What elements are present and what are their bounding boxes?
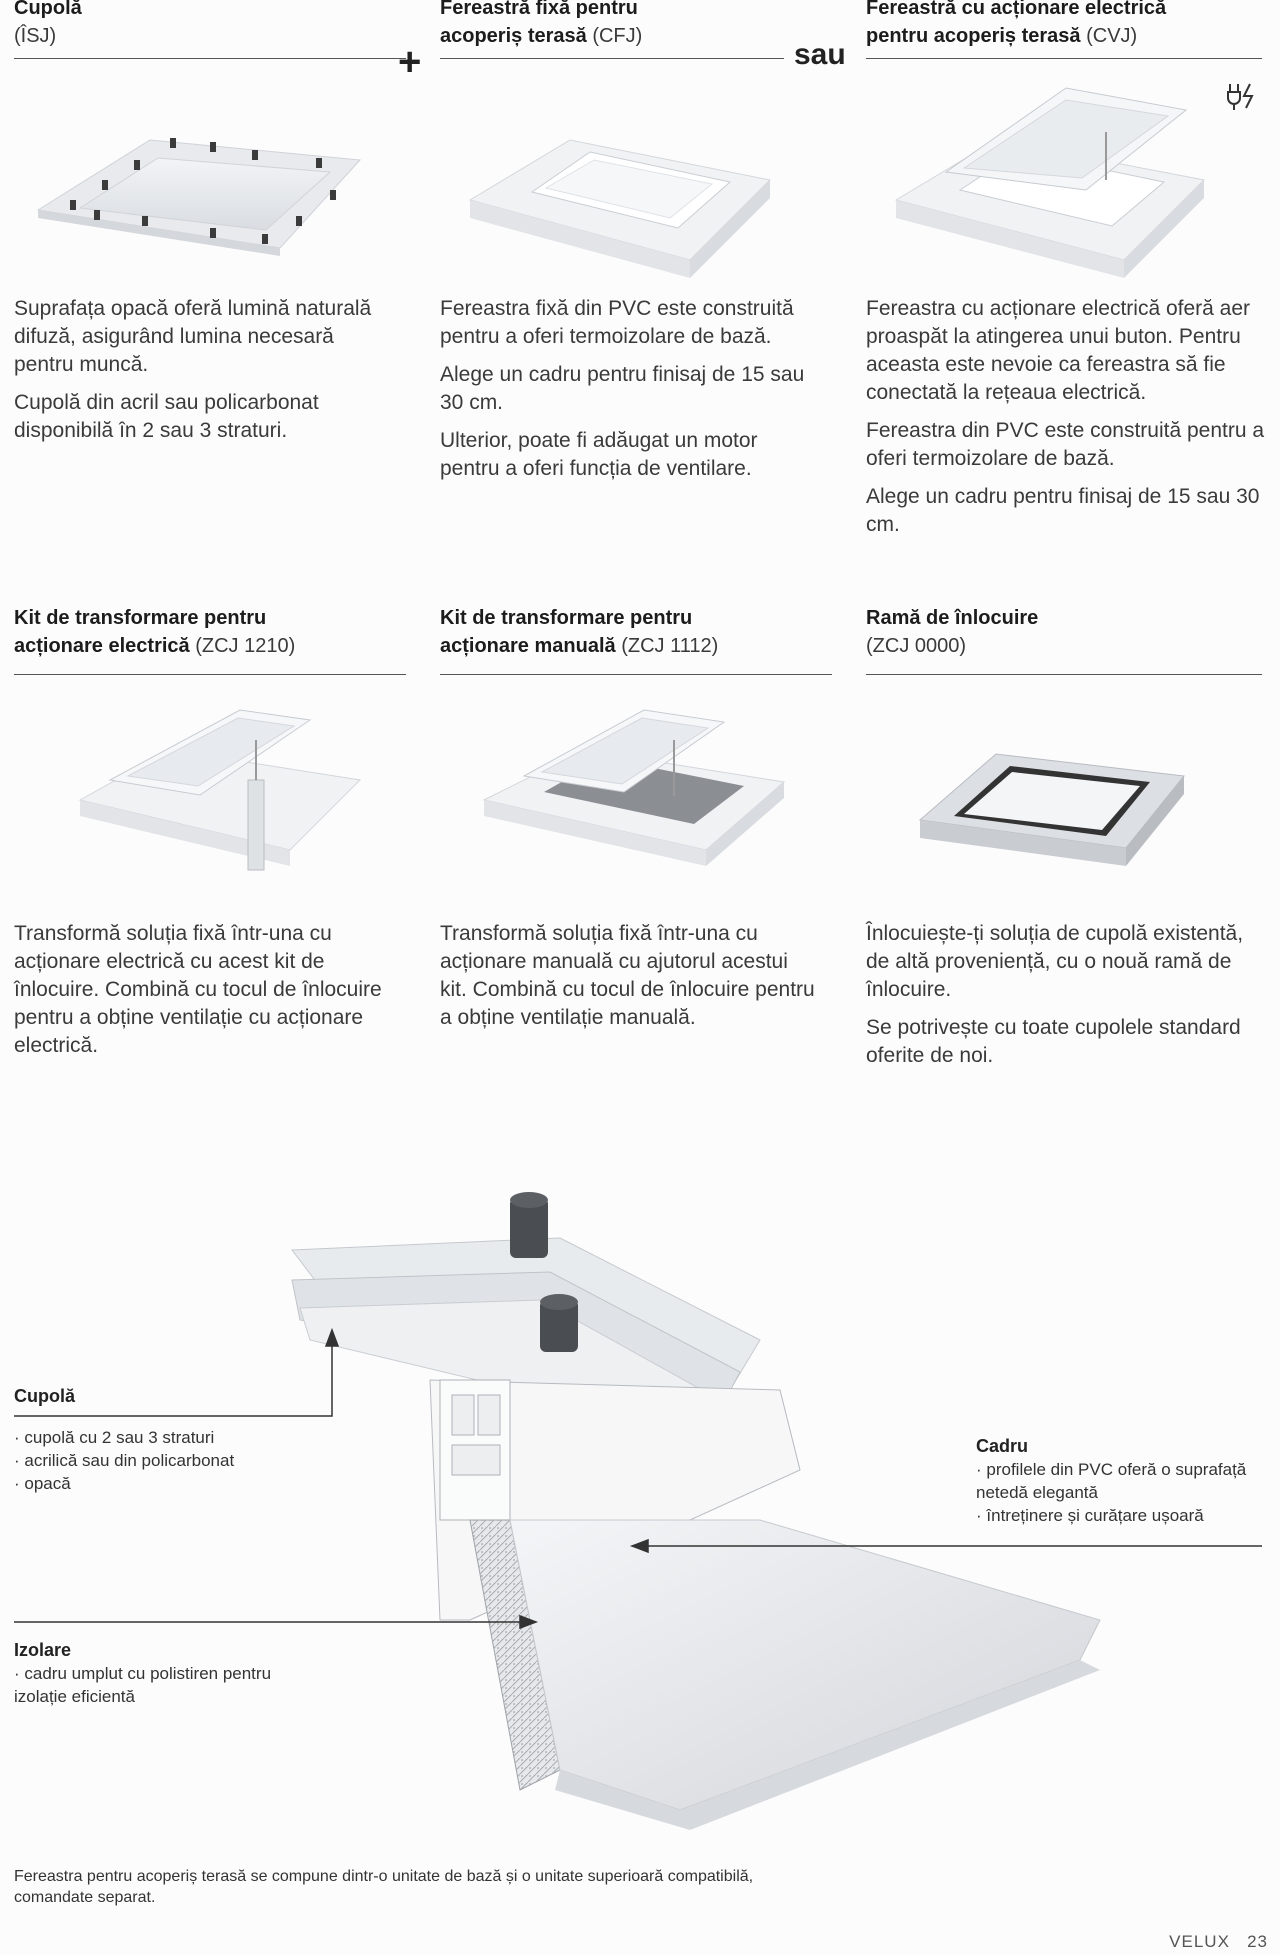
fixed-window-paragraph-3: Ulterior, poate fi adăugat un motor pentru a oferi funcția de ventilare. (440, 429, 758, 480)
replacement-frame-title: Ramă de înlocuire (866, 607, 1039, 629)
electric-kit-title-line1: Kit de transformare pentru (14, 607, 267, 629)
cupola-heading (14, 0, 406, 50)
fixed-window-paragraph-2: Alege un cadru pentru finisaj de 15 sau 30 cm. (440, 363, 805, 414)
electric-kit-paragraph-1: Transformă soluția fixă într-una cu acționare electrică cu acest kit de înlocuire. Combină cu tocul de înlocuire pentru a obține ventilație cu acționare electrică. (14, 922, 382, 1057)
electric-window-paragraph-2: Fereastra din PVC este construită pentru a oferi termoizolare de bază. (866, 419, 1265, 470)
replacement-frame-heading (866, 604, 1258, 660)
manual-kit-code: (ZCJ 1112) (621, 635, 719, 657)
electric-window-code: (CVJ) (1086, 25, 1138, 47)
izolare-callout (14, 1638, 314, 1708)
electric-window-title-line2: pentru acoperiș terasă (866, 25, 1081, 47)
fixed-window-description (440, 295, 820, 493)
fixed-window-title-line2: acoperiș terasă (440, 25, 587, 47)
electric-kit-code: (ZCJ 1210) (195, 635, 296, 657)
manual-kit-rule (440, 674, 832, 675)
replacement-frame-paragraph-2: Se potrivește cu toate cupolele standard oferite de noi. (866, 1016, 1241, 1067)
or-label: sau (794, 38, 846, 71)
manual-kit-description (440, 920, 820, 1042)
column-electric-window (866, 0, 1266, 50)
fixed-window-code: (CFJ) (592, 25, 643, 47)
fixed-window-product-image (460, 130, 780, 280)
cupola-callout-list (14, 1426, 334, 1495)
electric-window-paragraph-1: Fereastra cu acționare electrică oferă aer proaspăt la atingerea unui buton. Pentru aceasta este nevoie ca fereastra să fie conectată la rețeaua electrică. (866, 297, 1251, 404)
replacement-frame-product-image (914, 740, 1214, 870)
cadru-callout-item: · întreținere și curățare ușoară (976, 1504, 1266, 1527)
column-replacement-frame (866, 604, 1258, 660)
manual-kit-heading (440, 604, 832, 660)
cadru-callout-item: · profilele din PVC oferă o suprafață netedă elegantă (976, 1458, 1266, 1504)
fixed-window-rule (440, 58, 784, 59)
replacement-frame-description (866, 920, 1266, 1080)
cupola-paragraph-1: Suprafața opacă oferă lumină naturală difuză, asigurând lumina necesară pentru muncă. (14, 297, 372, 376)
cadru-callout (976, 1434, 1266, 1527)
manual-kit-title-line1: Kit de transformare pentru (440, 607, 693, 629)
cadru-callout-title: Cadru (976, 1436, 1029, 1456)
cupola-callout-item: · cupolă cu 2 sau 3 straturi (14, 1426, 334, 1449)
manual-kit-product-image (474, 700, 794, 880)
fixed-window-paragraph-1: Fereastra fixă din PVC este construită pentru a oferi termoizolare de bază. (440, 297, 794, 348)
column-cupola (14, 0, 406, 50)
replacement-frame-code: (ZCJ 0000) (866, 635, 967, 657)
electric-kit-product-image (70, 700, 370, 880)
cupola-callout-item: · acrilică sau din policarbonat (14, 1449, 334, 1472)
page-number: 23 (1247, 1932, 1268, 1951)
electric-plug-icon (1226, 80, 1260, 112)
manual-kit-paragraph-1: Transformă soluția fixă într-una cu acționare manuală cu ajutorul acestui kit. Combină cu tocul de înlocuire pentru a obține ventilație manuală. (440, 922, 815, 1029)
cadru-callout-list (976, 1458, 1266, 1527)
cupola-callout-title: Cupolă (14, 1386, 75, 1406)
fixed-window-title-line1: Fereastră fixă pentru (440, 0, 638, 19)
plus-symbol: + (398, 40, 422, 84)
cupola-callout (14, 1384, 334, 1495)
page-folio (1169, 1932, 1268, 1952)
electric-kit-rule (14, 674, 406, 675)
electric-window-paragraph-3: Alege un cadru pentru finisaj de 15 sau 30 cm. (866, 485, 1260, 536)
manual-kit-title-line2: acționare manuală (440, 635, 616, 657)
electric-window-title-line1: Fereastră cu acționare electrică (866, 0, 1167, 19)
izolare-callout-item: · cadru umplut cu polistiren pentru izolație eficientă (14, 1662, 314, 1708)
column-fixed-window (440, 0, 832, 50)
izolare-callout-title: Izolare (14, 1640, 72, 1660)
electric-kit-title-line2: acționare electrică (14, 635, 190, 657)
cupola-code: (ÎSJ) (14, 25, 57, 47)
izolare-callout-list (14, 1662, 314, 1708)
replacement-frame-rule (866, 674, 1262, 675)
cupola-rule (14, 58, 406, 59)
cupola-callout-item: · opacă (14, 1472, 334, 1495)
electric-window-description (866, 295, 1266, 549)
cupola-title: Cupolă (14, 0, 82, 19)
electric-kit-heading (14, 604, 406, 660)
fixed-window-heading (440, 0, 832, 50)
cupola-description (14, 295, 394, 455)
cupola-product-image (30, 120, 370, 260)
column-manual-kit (440, 604, 832, 660)
electric-window-rule (866, 58, 1262, 59)
brand-name: VELUX (1169, 1932, 1230, 1951)
column-electric-kit (14, 604, 406, 660)
replacement-frame-paragraph-1: Înlocuiește-ți soluția de cupolă existentă, de altă proveniență, cu o nouă ramă de înlocuire. (866, 922, 1244, 1001)
footnote: Fereastra pentru acoperiș terasă se compune dintr-o unitate de bază și o unitate superioară compatibilă, comandate separat. (14, 1868, 754, 1906)
electric-window-product-image (886, 80, 1216, 280)
electric-kit-description (14, 920, 394, 1070)
electric-window-heading (866, 0, 1266, 50)
cupola-paragraph-2: Cupolă din acril sau policarbonat disponibilă în 2 sau 3 straturi. (14, 391, 319, 442)
